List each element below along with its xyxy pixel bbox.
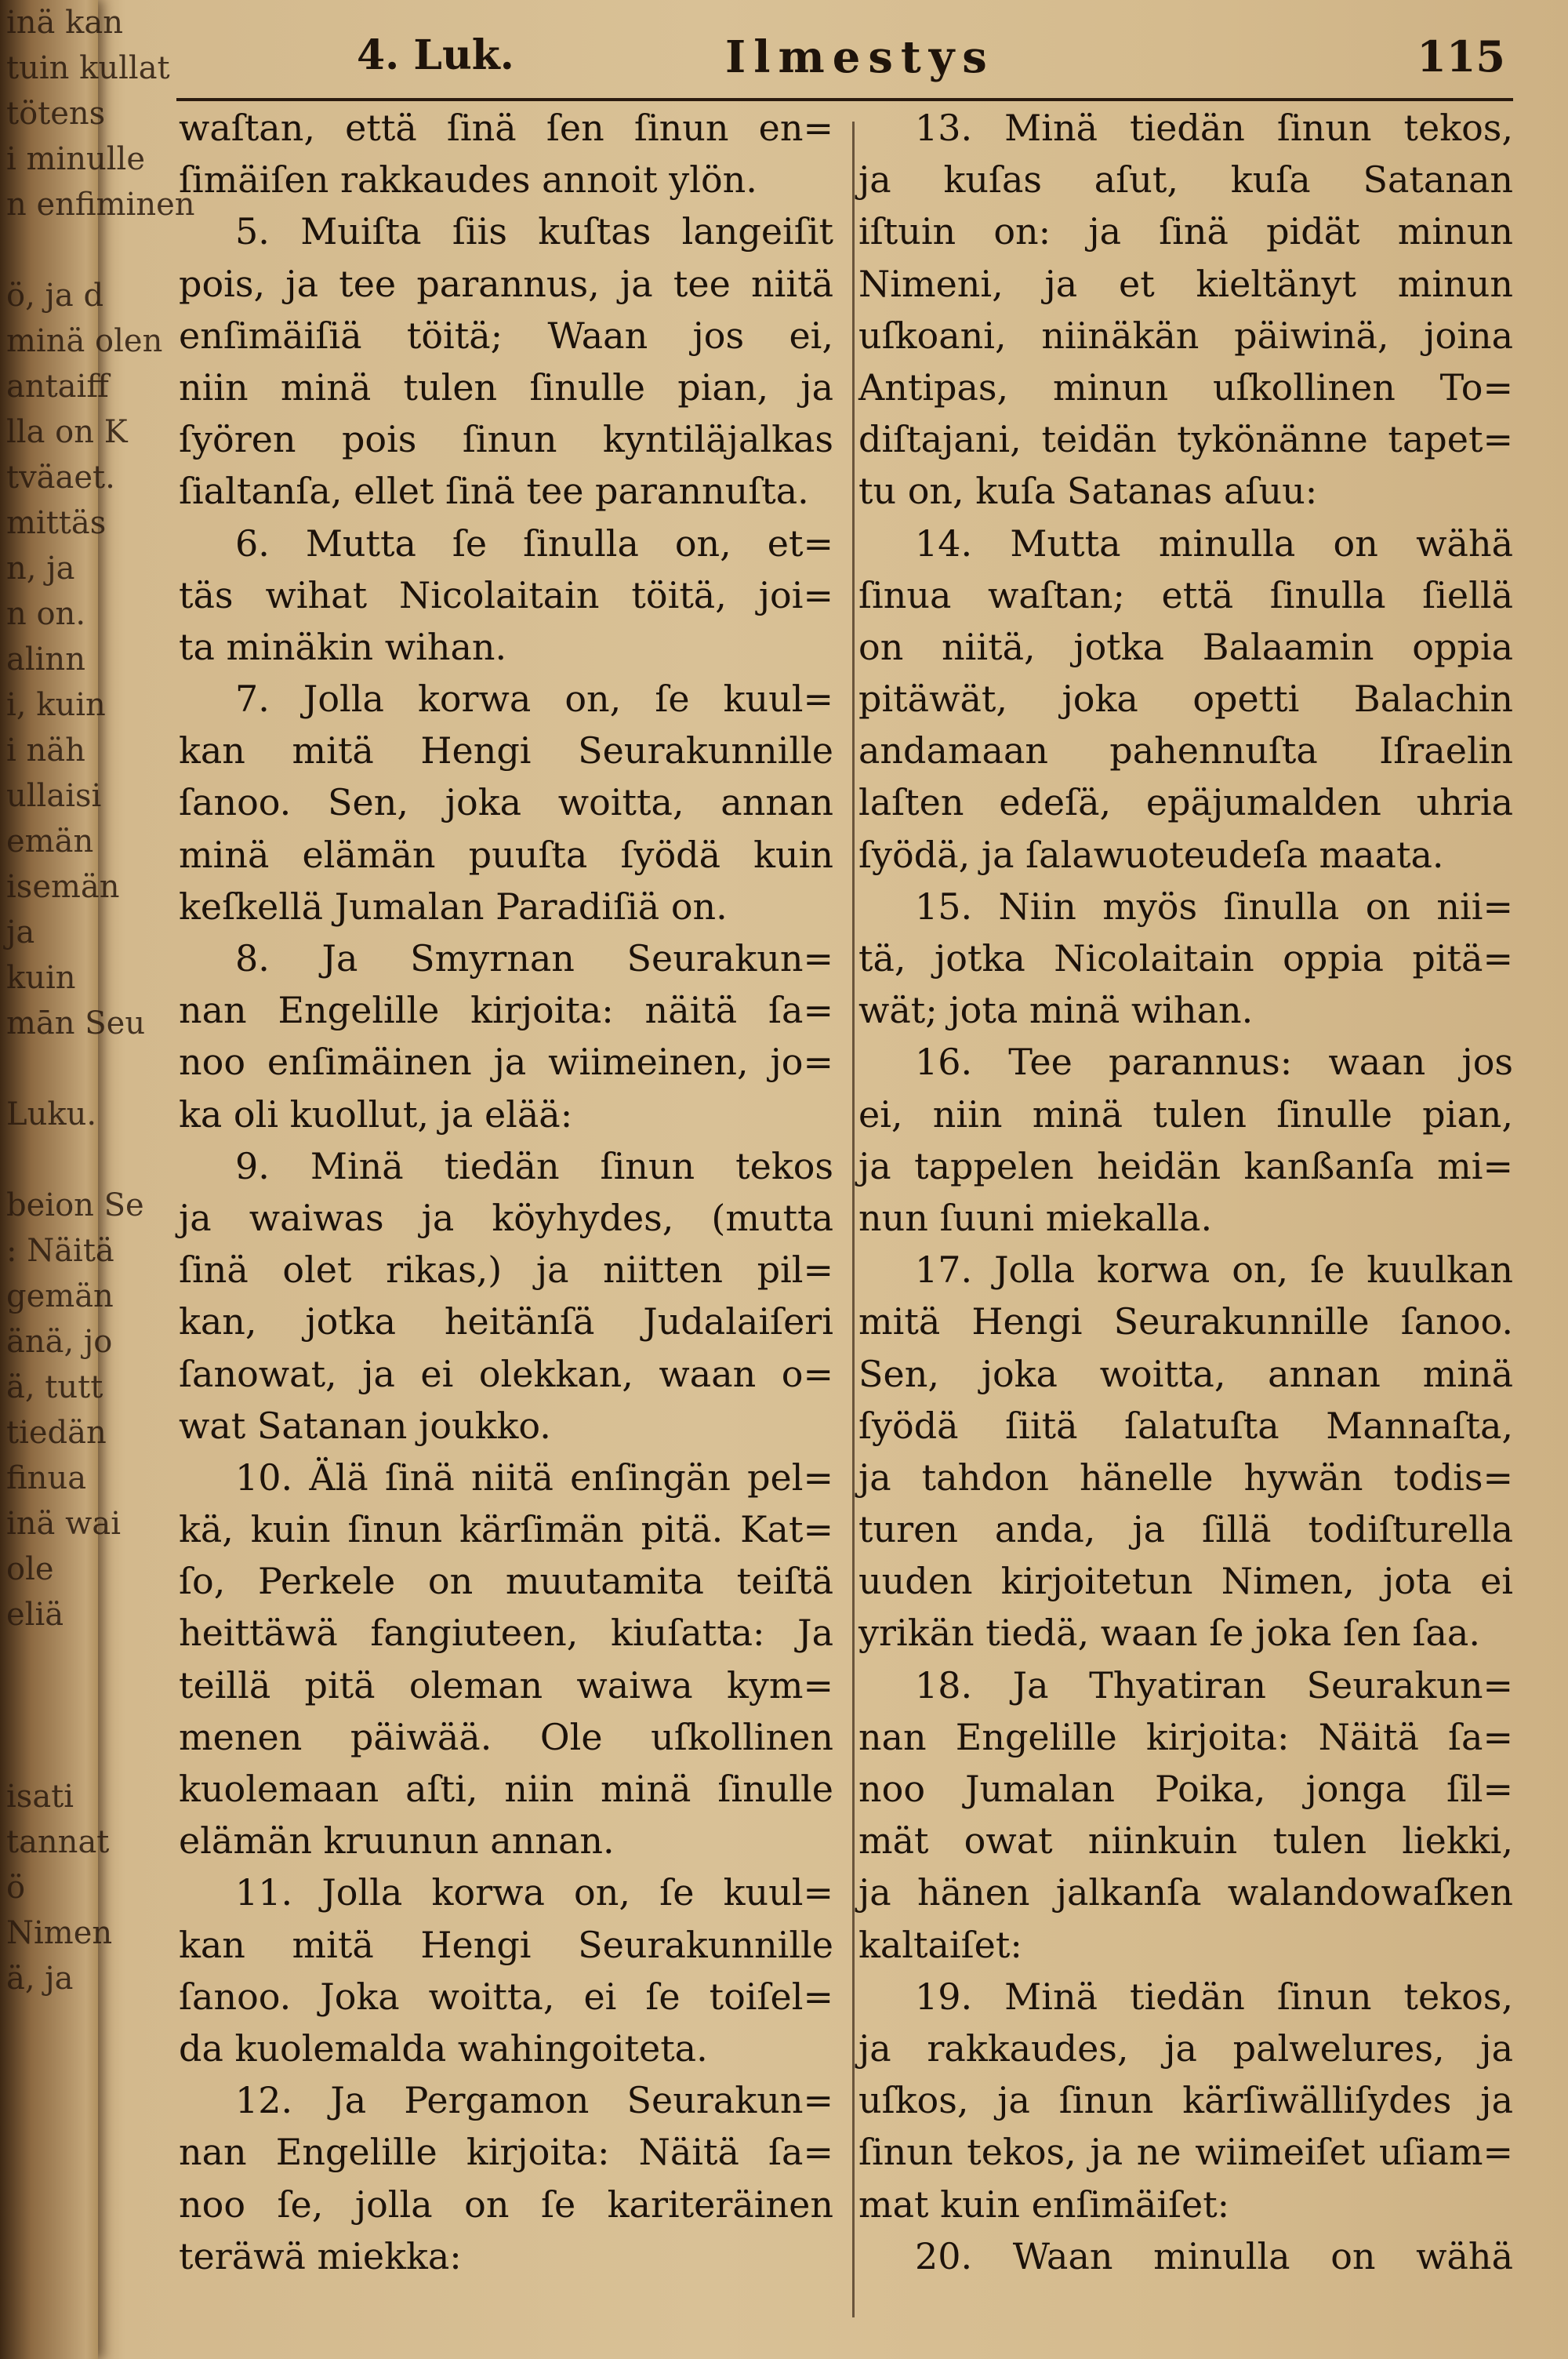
- text-line: ta minäkin wihan.: [179, 625, 507, 668]
- text-line: täs wihat Nicolaitain töitä, joi=: [179, 573, 833, 616]
- text-line: Sen, joka woitta, annan minä: [858, 1352, 1513, 1395]
- text-line: Nimeni, ja et kieltänyt minun: [858, 262, 1513, 305]
- text-line: niin minä tulen ſinulle pian, ja: [179, 365, 833, 409]
- text-line: ſyödä, ja ſalawuoteudeſa maata.: [858, 833, 1444, 876]
- previous-page-fragment: [0, 1046, 98, 1092]
- previous-page-fragment: i näh: [6, 732, 85, 769]
- previous-page-fragment: minä olen: [6, 323, 163, 359]
- previous-page-fragment: eliä: [6, 1597, 64, 1633]
- text-line: ſo, Perkele on muutamita teiſtä: [179, 1560, 833, 1603]
- previous-page-fragment: isati: [6, 1779, 74, 1815]
- text-line: ſyödä ſiitä ſalatuſta Mannaſta,: [858, 1404, 1513, 1447]
- previous-page-fragment: n on.: [6, 596, 86, 632]
- previous-page-fragment: kuin: [6, 960, 76, 996]
- previous-page-fragment: finua: [6, 1460, 87, 1496]
- text-line: ſimäiſen rakkaudes annoit ylön.: [179, 158, 757, 202]
- text-line: 19. Minä tiedän ſinun tekos,: [915, 1975, 1513, 2018]
- text-line: nun ſuuni miekalla.: [858, 1196, 1213, 1239]
- running-header: [184, 31, 1521, 102]
- previous-page-fragment: antaiff: [6, 369, 109, 405]
- column-divider: [852, 122, 855, 2317]
- text-line: kan, jotka heitänſä Judalaiſeri: [179, 1300, 833, 1343]
- header-rule: [176, 98, 1513, 101]
- text-line: ſinä olet rikas,) ja niitten pil=: [179, 1249, 833, 1292]
- previous-page-fragment: tväaet.: [6, 460, 115, 496]
- previous-page-fragment: [0, 227, 98, 273]
- previous-page-edge: [0, 0, 195, 2359]
- previous-page-fragment: Nimen: [6, 1915, 113, 1951]
- text-line: ſanowat, ja ei olekkan, waan o=: [179, 1352, 833, 1395]
- previous-page-fragment: mān Seu: [6, 1005, 146, 1041]
- text-line: 12. Ja Pergamon Seurakun=: [235, 2079, 833, 2122]
- text-line: mat kuin enſimäiſet:: [858, 2183, 1230, 2226]
- previous-page-fragment: mittäs: [6, 505, 107, 541]
- text-line: 17. Jolla korwa on, ſe kuulkan: [915, 1249, 1513, 1292]
- previous-page-fragment: isemän: [6, 869, 120, 905]
- previous-page-fragment: ö: [6, 1870, 26, 1906]
- text-line: ja rakkaudes, ja palwelures, ja: [858, 2026, 1513, 2070]
- previous-page-fragment: ä, ja: [6, 1961, 74, 1997]
- previous-page-fragment: lla on K: [6, 414, 128, 450]
- previous-page-fragment: änä, jo: [6, 1324, 113, 1360]
- text-line: da kuolemalda wahingoiteta.: [179, 2026, 708, 2070]
- previous-page-fragment: n enfiminen: [6, 187, 195, 223]
- text-line: nan Engelille kirjoita: Näitä ſa=: [179, 2131, 833, 2174]
- previous-page-fragment: tiedän: [6, 1415, 107, 1451]
- text-line: ja waiwas ja köyhydes, (mutta: [179, 1196, 833, 1239]
- text-line: laſten edeſä, epäjumalden uhria: [858, 781, 1513, 824]
- text-line: wat Satanan joukko.: [179, 1404, 551, 1447]
- text-line: ſanoo. Joka woitta, ei ſe toiſel=: [179, 1975, 833, 2018]
- previous-page-fragment: emän: [6, 823, 94, 860]
- text-line: ja hänen jalkanſa walandowaſken: [858, 1871, 1513, 1914]
- previous-page-fragment: ö, ja d: [6, 278, 104, 314]
- previous-page-fragment: alinn: [6, 642, 85, 678]
- text-line: teillä pitä oleman waiwa kym=: [179, 1663, 833, 1707]
- text-line: noo ſe, jolla on ſe kariteräinen: [179, 2183, 833, 2226]
- text-line: noo enſimäinen ja wiimeinen, jo=: [179, 1041, 833, 1084]
- text-line: kan mitä Hengi Seurakunnille: [179, 729, 833, 772]
- previous-page-fragment: gemän: [6, 1278, 114, 1314]
- text-line: waſtan, että ſinä ſen ſinun en=: [179, 107, 833, 149]
- previous-page-fragment: [0, 1683, 98, 1728]
- text-line: heittäwä fangiuteen, kiuſatta: Ja: [179, 1612, 833, 1655]
- text-line: ſinun tekos, ja ne wiimeiſet uſiam=: [858, 2131, 1513, 2174]
- right-text-column: [858, 102, 1513, 2282]
- text-line: ja tappelen heidän kanßanſa mi=: [858, 1144, 1513, 1187]
- previous-page-fragment: inä wai: [6, 1506, 121, 1542]
- page-number: 115: [1417, 31, 1505, 82]
- text-line: mitä Hengi Seurakunnille ſanoo.: [858, 1300, 1513, 1343]
- text-line: iſtuin on: ja ſinä pidät minun: [858, 210, 1513, 253]
- text-line: 11. Jolla korwa on, ſe kuul=: [235, 1871, 833, 1914]
- text-line: kaltaiſet:: [858, 1923, 1022, 1966]
- text-line: 15. Niin myös ſinulla on nii=: [915, 885, 1513, 928]
- previous-page-fragment: ole: [6, 1551, 54, 1587]
- text-line: 7. Jolla korwa on, ſe kuul=: [235, 678, 833, 721]
- text-line: diſtajani, teidän tykönänne tapet=: [858, 418, 1513, 461]
- text-line: ei, niin minä tulen ſinulle pian,: [858, 1092, 1513, 1136]
- previous-page-fragment: [0, 1728, 98, 1774]
- previous-page-fragment: [0, 1137, 98, 1183]
- text-line: ka oli kuollut, ja elää:: [179, 1092, 573, 1136]
- text-line: ſialtanſa, ellet ſinä tee parannuſta.: [179, 470, 809, 513]
- previous-page-fragment: [0, 1637, 98, 1683]
- text-line: 5. Muiſta ſiis kuſtas langeiſit: [235, 210, 833, 253]
- text-line: andamaan pahennuſta Iſraelin: [858, 729, 1513, 772]
- previous-page-fragment: ja: [6, 914, 35, 951]
- text-line: ſinua waſtan; että ſinulla ſiellä: [858, 573, 1513, 616]
- text-line: nan Engelille kirjoita: näitä ſa=: [179, 989, 833, 1032]
- previous-page-fragment: tuin kullat: [6, 50, 170, 86]
- text-line: 8. Ja Smyrnan Seurakun=: [235, 937, 833, 980]
- previous-page-fragment: i, kuin: [6, 687, 106, 723]
- previous-page-fragment: ä, tutt: [6, 1369, 103, 1405]
- text-line: pois, ja tee parannus, ja tee niitä: [179, 262, 833, 305]
- text-line: 14. Mutta minulla on wähä: [915, 522, 1513, 565]
- text-line: 13. Minä tiedän ſinun tekos,: [915, 107, 1513, 149]
- text-line: uſkos, ja ſinun kärſiwälliſydes ja: [858, 2079, 1513, 2122]
- previous-page-fragment: n, ja: [6, 551, 75, 587]
- text-line: kuolemaan aſti, niin minä ſinulle: [179, 1768, 833, 1810]
- text-line: noo Jumalan Poika, jonga ſil=: [858, 1768, 1513, 1810]
- left-text-column: [179, 102, 833, 2282]
- text-line: 18. Ja Thyatiran Seurakun=: [915, 1663, 1513, 1707]
- text-line: kan mitä Hengi Seurakunnille: [179, 1923, 833, 1966]
- previous-page-fragment: tannat: [6, 1824, 110, 1860]
- previous-page-fragments: [0, 0, 195, 2001]
- previous-page-fragment: ullaisi: [6, 778, 102, 814]
- text-line: enſimäiſiä töitä; Waan jos ei,: [179, 314, 833, 357]
- text-line: 9. Minä tiedän ſinun tekos: [235, 1144, 833, 1187]
- text-line: kä, kuin ſinun kärſimän pitä. Kat=: [179, 1508, 833, 1551]
- text-line: tu on, kuſa Satanas aſuu:: [858, 470, 1318, 513]
- text-line: turen anda, ja ſillä todiſturella: [858, 1508, 1513, 1551]
- text-line: 6. Mutta ſe ſinulla on, et=: [235, 522, 833, 565]
- text-line: pitäwät, joka opetti Balachin: [858, 678, 1513, 721]
- text-line: minä elämän puuſta ſyödä kuin: [179, 833, 833, 876]
- text-line: 10. Älä ſinä niitä enſingän pel=: [235, 1456, 833, 1499]
- text-line: 16. Tee parannus: waan jos: [915, 1041, 1513, 1084]
- chapter-label: 4. Luk.: [357, 31, 514, 79]
- text-line: ja tahdon hänelle hywän todis=: [858, 1456, 1513, 1499]
- book-title: Ilmestys: [725, 31, 995, 83]
- text-line: tä, jotka Nicolaitain oppia pitä=: [858, 937, 1513, 980]
- text-line: yrikän tiedä, waan ſe joka ſen ſaa.: [858, 1612, 1480, 1655]
- text-line: menen päiwää. Ole uſkollinen: [179, 1715, 833, 1758]
- previous-page-fragment: Luku.: [6, 1096, 97, 1132]
- text-line: ja kuſas aſut, kuſa Satanan: [858, 158, 1513, 202]
- text-line: uuden kirjoitetun Nimen, jota ei: [858, 1560, 1513, 1603]
- text-line: elämän kruunun annan.: [179, 1819, 615, 1863]
- text-line: mät owat niinkuin tulen liekki,: [858, 1819, 1513, 1863]
- previous-page-fragment: inä kan: [6, 5, 123, 41]
- text-line: nan Engelille kirjoita: Näitä ſa=: [858, 1715, 1513, 1758]
- text-line: on niitä, jotka Balaamin oppia: [858, 625, 1513, 668]
- previous-page-fragment: : Näitä: [6, 1233, 114, 1269]
- text-line: keſkellä Jumalan Paradiſiä on.: [179, 885, 728, 928]
- text-line: wät; jota minä wihan.: [858, 989, 1254, 1032]
- text-line: Antipas, minun uſkollinen To=: [858, 365, 1513, 409]
- text-line: 20. Waan minulla on wähä: [915, 2234, 1513, 2277]
- previous-page-fragment: beion Se: [6, 1187, 144, 1223]
- text-line: ſanoo. Sen, joka woitta, annan: [179, 781, 833, 824]
- text-line: ſyören pois ſinun kyntiläjalkas: [179, 418, 833, 461]
- text-line: uſkoani, niinäkän päiwinä, joina: [858, 314, 1513, 357]
- previous-page-fragment: i minulle: [6, 141, 146, 177]
- previous-page-fragment: tötens: [6, 96, 106, 132]
- text-line: teräwä miekka:: [179, 2234, 462, 2277]
